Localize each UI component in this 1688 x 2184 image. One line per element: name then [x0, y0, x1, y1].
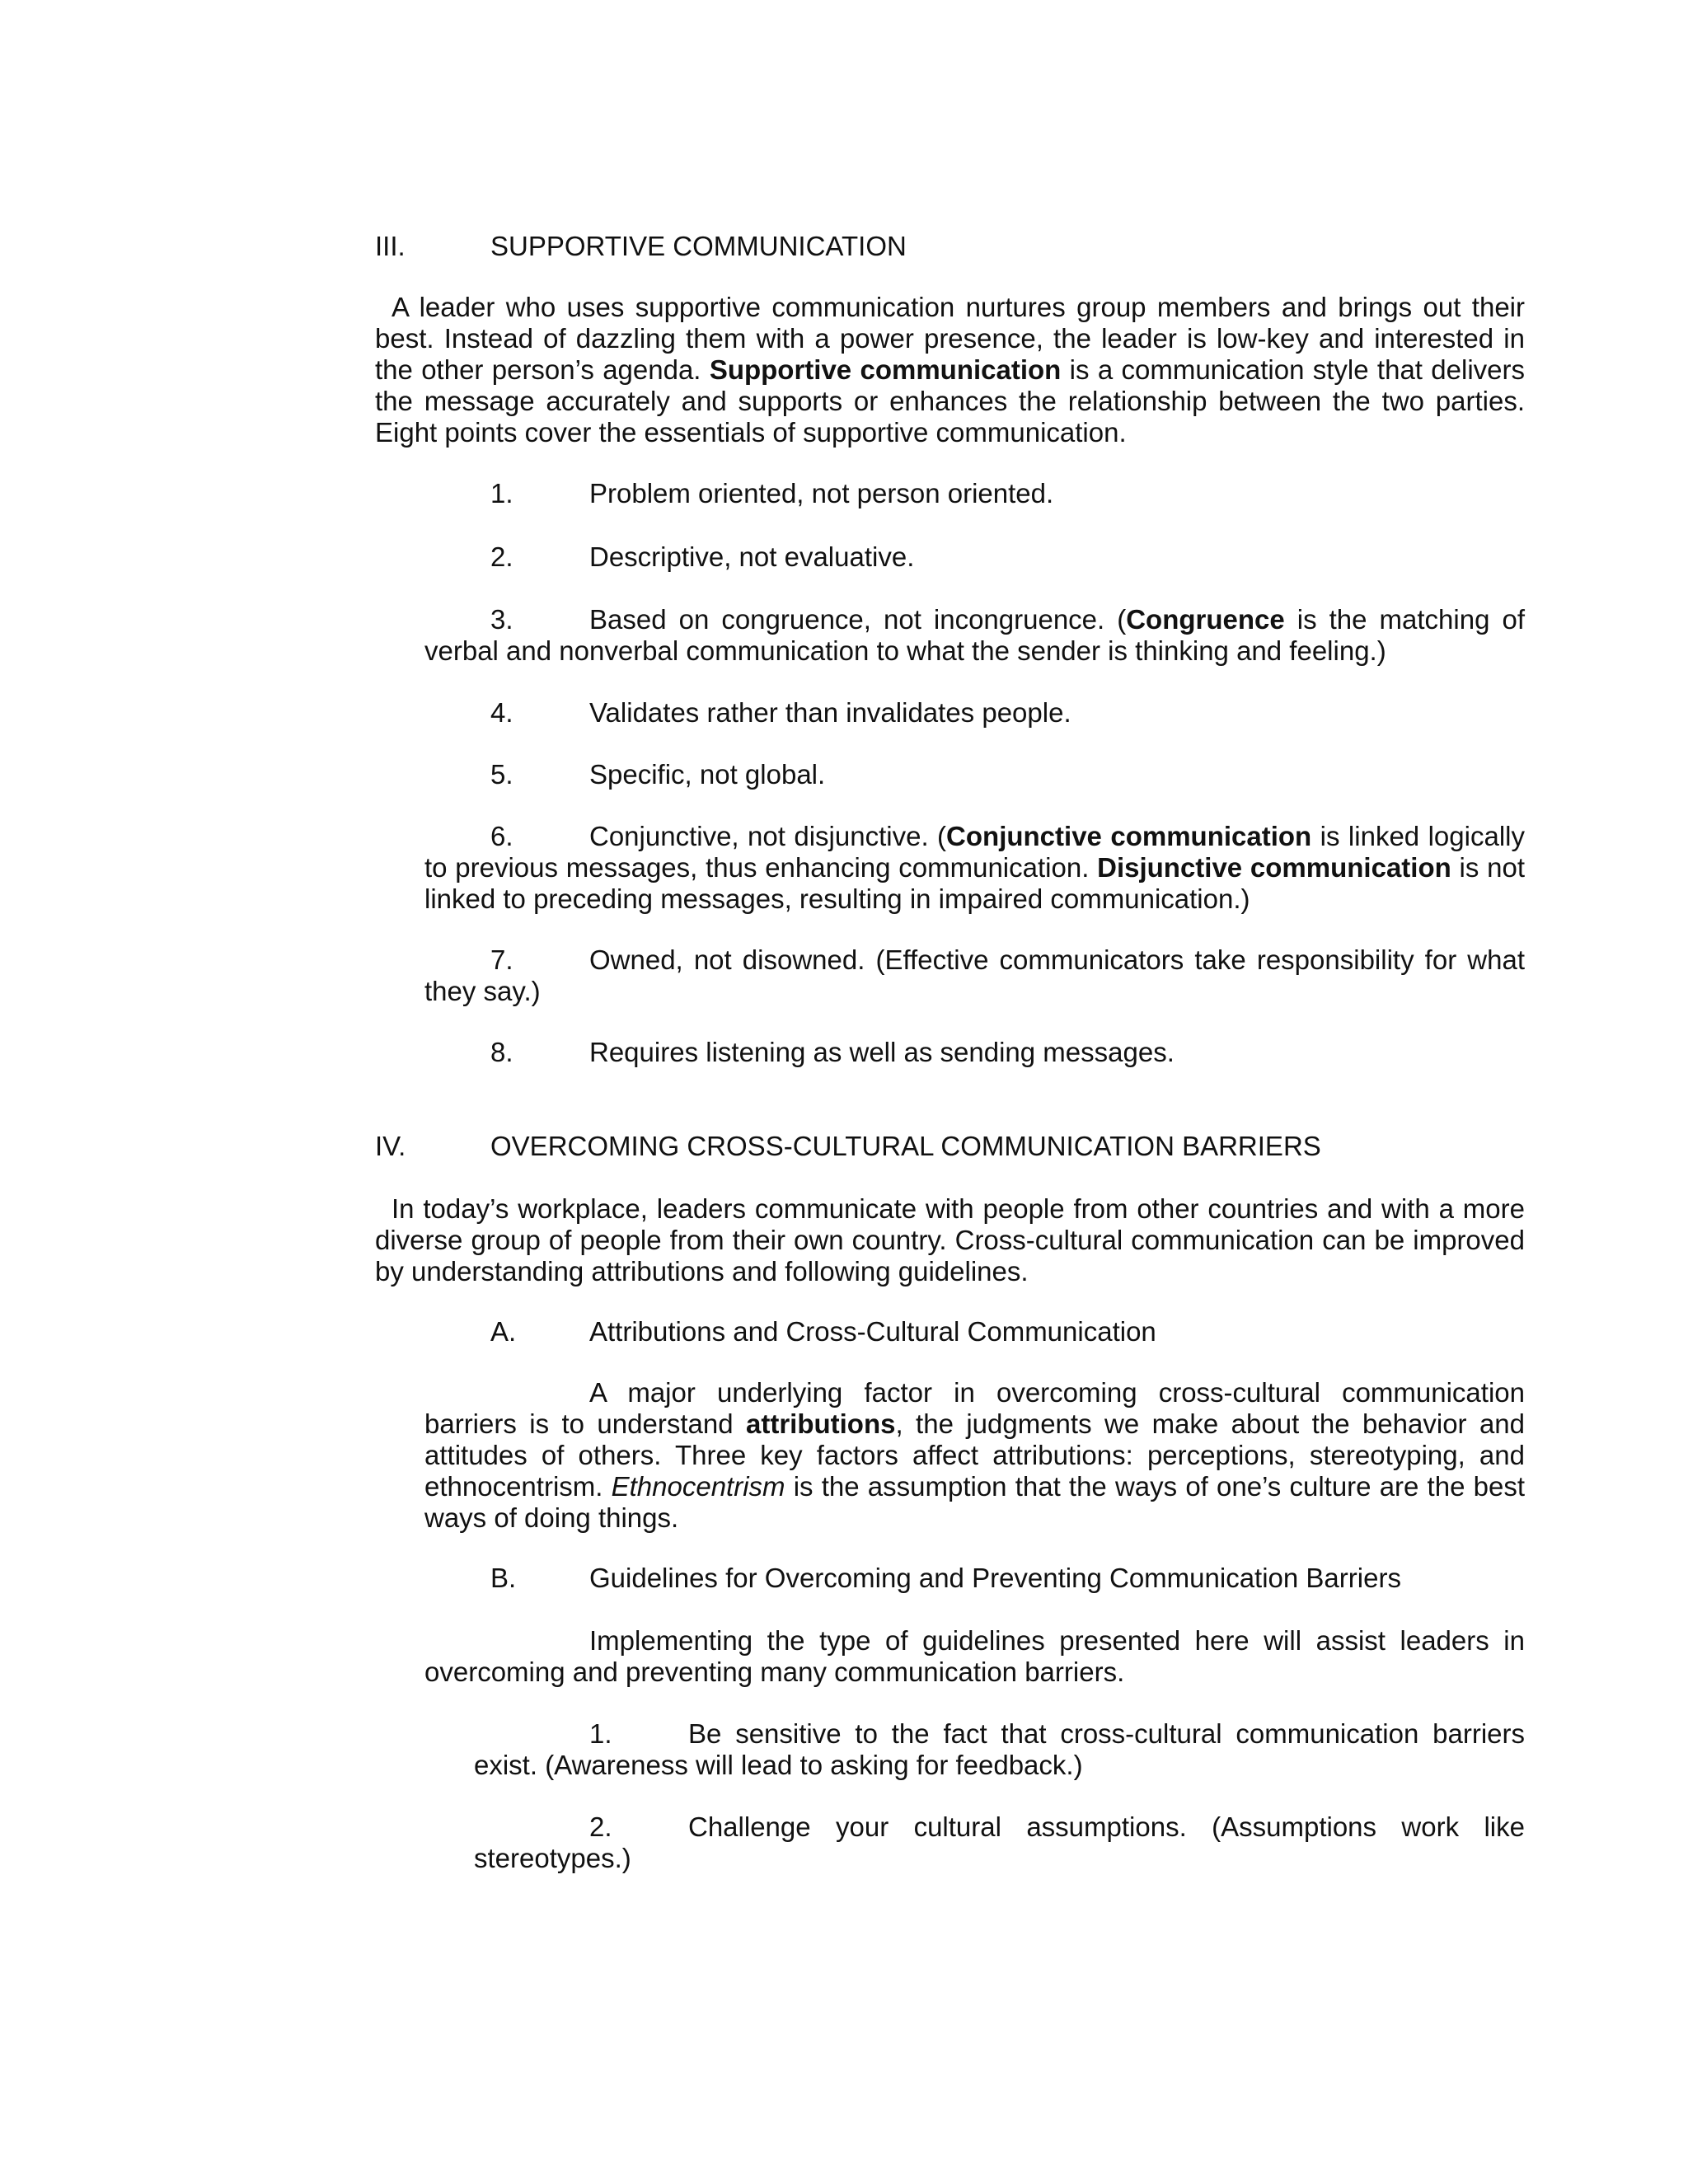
item-term: Conjunctive communication — [946, 821, 1312, 851]
list-item — [424, 478, 1525, 509]
list-item — [424, 604, 1525, 667]
subsection-title: Attributions and Cross-Cultural Communication — [589, 1316, 1156, 1347]
list-item — [424, 944, 1525, 1007]
list-item — [424, 821, 1525, 915]
section-3-number: III. — [375, 231, 406, 261]
list-item — [424, 1037, 1525, 1068]
subsection-title: Guidelines for Overcoming and Preventing Communication Barriers — [589, 1563, 1401, 1593]
item-number: 1. — [490, 478, 513, 509]
item-term: Disjunctive communication — [1097, 852, 1451, 883]
item-text: Challenge your cultural assumptions. (Assumptions work like stereotypes.) — [474, 1811, 1525, 1873]
guideline-item — [474, 1718, 1525, 1781]
item-text: Conjunctive, not disjunctive. ( — [589, 821, 947, 851]
item-number: 5. — [490, 759, 513, 790]
para-term: attributions — [745, 1408, 896, 1439]
section-4-title: OVERCOMING CROSS-CULTURAL COMMUNICATION BARRIERS — [490, 1131, 1321, 1161]
item-text: Descriptive, not evaluative. — [589, 541, 915, 572]
para-text: A major underlying factor in overcoming cross-cultural communication barriers is to understand — [424, 1377, 1525, 1439]
item-number: 1. — [589, 1718, 612, 1749]
item-text: is the matching of verbal and nonverbal communication to what the sender is thinking and feeling.) — [424, 604, 1525, 666]
para-text: is the assumption that the ways of one’s culture are the best ways of doing things. — [424, 1471, 1525, 1533]
item-text: Problem oriented, not person oriented. — [589, 478, 1054, 509]
item-number: 2. — [490, 541, 513, 572]
item-text: Owned, not disowned. (Effective communicators take responsibility for what they say.) — [424, 944, 1525, 1006]
subsection-letter: B. — [490, 1563, 517, 1593]
subsection-a-paragraph — [424, 1377, 1525, 1534]
intro-text: is a communication style that delivers the message accurately and supports or enhances the relationship between the two parties. Eight points cover the essentials of supportive communication. — [375, 354, 1525, 448]
list-item — [424, 759, 1525, 790]
subsection-b-heading — [424, 1563, 1525, 1594]
para-italic-term: Ethnocentrism — [611, 1471, 785, 1502]
item-term: Congruence — [1126, 604, 1285, 635]
guideline-item — [474, 1811, 1525, 1874]
item-number: 7. — [490, 944, 513, 975]
item-number: 3. — [490, 604, 513, 635]
item-text: is linked logically to previous messages, thus enhancing communication. — [424, 821, 1525, 883]
item-text: Be sensitive to the fact that cross-cultural communication barriers exist. (Awareness will lead to asking for feedback.) — [474, 1718, 1525, 1780]
item-number: 6. — [490, 821, 513, 851]
subsection-b-intro: Implementing the type of guidelines presented here will assist leaders in overcoming and preventing many communication barriers. — [424, 1625, 1525, 1687]
item-text: Requires listening as well as sending messages. — [589, 1037, 1175, 1067]
section-3-intro — [375, 292, 1525, 448]
item-text: is not linked to preceding messages, resulting in impaired communication.) — [424, 852, 1525, 914]
item-number: 2. — [589, 1811, 612, 1842]
subsection-letter: A. — [490, 1316, 517, 1347]
item-text: Specific, not global. — [589, 759, 826, 790]
list-item — [424, 697, 1525, 729]
item-text: Based on congruence, not incongruence. ( — [589, 604, 1127, 635]
list-item — [424, 541, 1525, 573]
section-4-number: IV. — [375, 1131, 406, 1161]
item-number: 4. — [490, 697, 513, 728]
section-4-intro: In today’s workplace, leaders communicate with people from other countries and with a more diverse group of people from their own country. Cross-cultural communication can be improved by understanding attributions and following guidelines. — [375, 1193, 1525, 1286]
item-number: 8. — [490, 1037, 513, 1067]
intro-text: A leader who uses supportive communication nurtures group members and brings out their best. Instead of dazzling them with a power presence, the leader is low-key and interested in the other person’s agenda. — [375, 292, 1525, 385]
section-3-title: SUPPORTIVE COMMUNICATION — [490, 231, 907, 261]
subsection-a-heading — [424, 1316, 1525, 1347]
item-text: Validates rather than invalidates people. — [589, 697, 1071, 728]
intro-term: Supportive communication — [709, 354, 1062, 385]
para-text: , the judgments we make about the behavior and attitudes of others. Three key factors affect attributions: perceptions, stereotyping, and ethnocentrism. — [424, 1408, 1526, 1502]
